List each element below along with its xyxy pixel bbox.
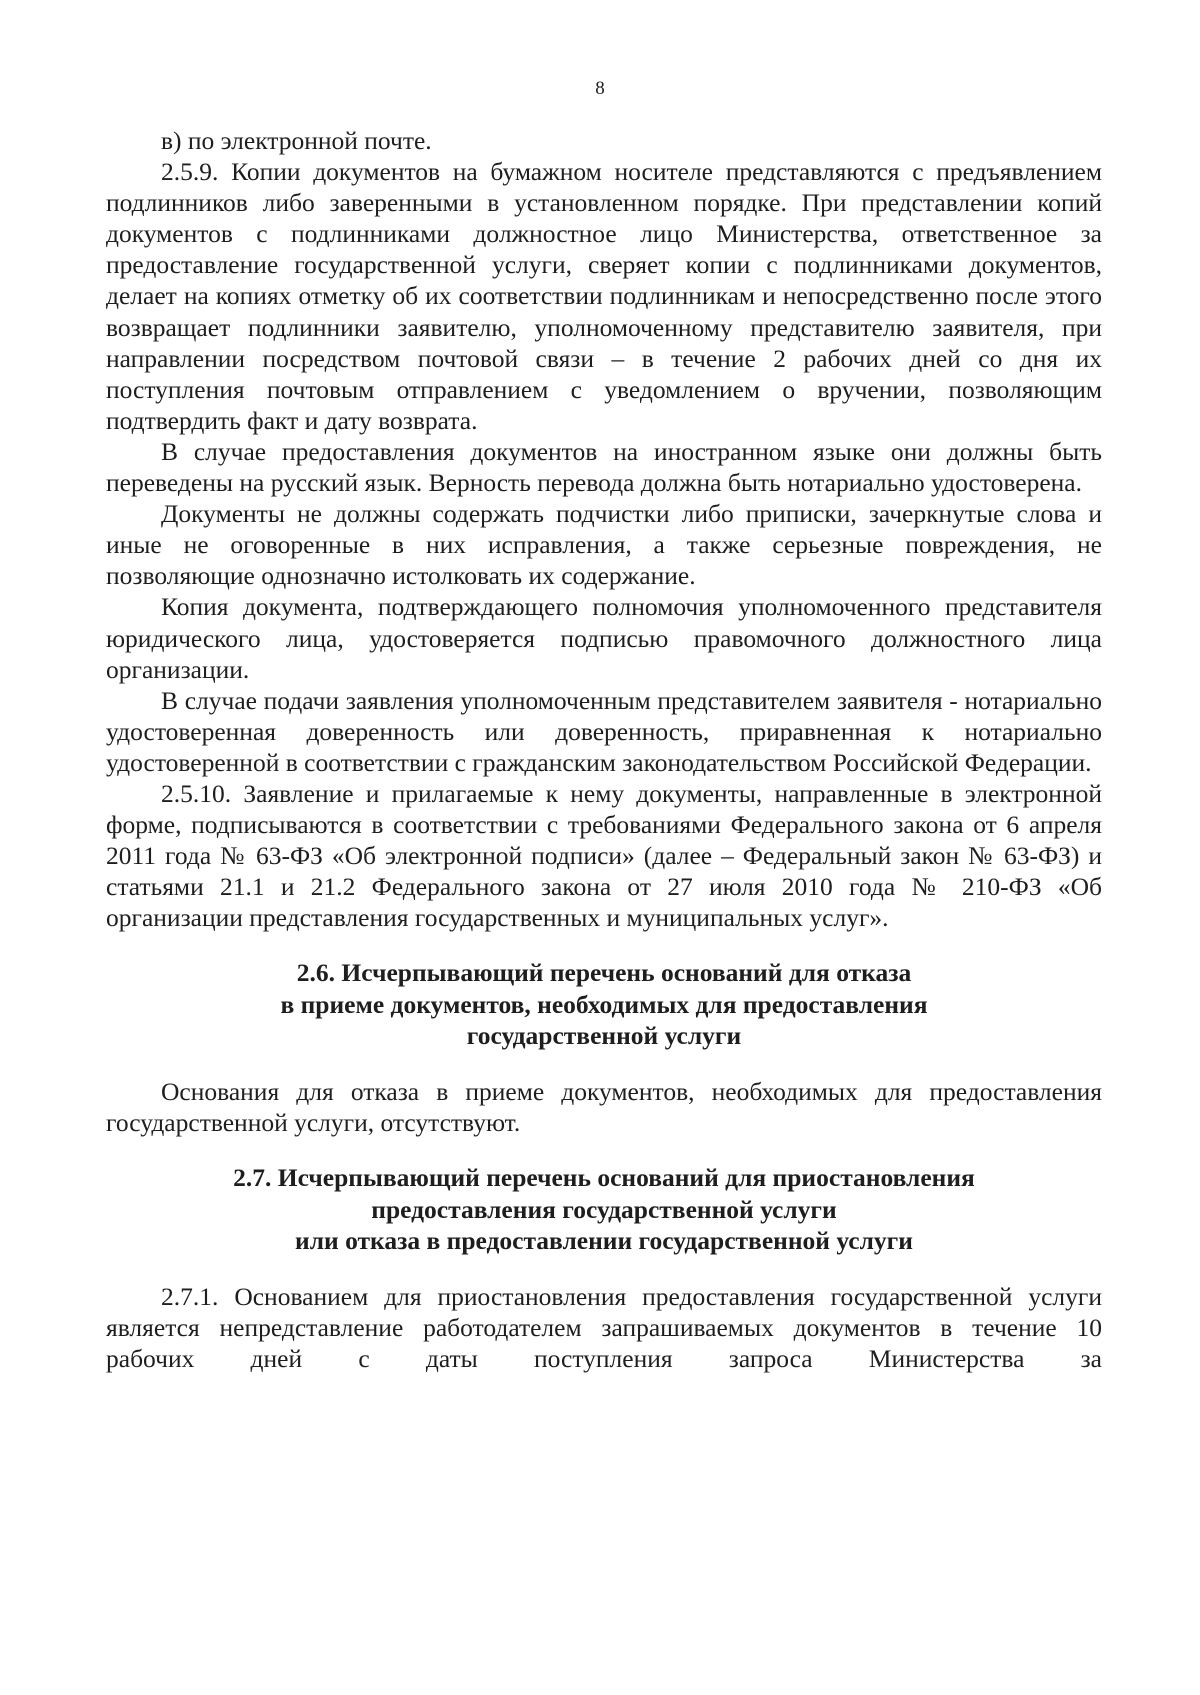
paragraph-item-v: в) по электронной почте. [161, 126, 432, 155]
heading-line: 2.7. Исчерпывающий перечень оснований для приостановления [233, 1163, 975, 1193]
section-heading-2-6 [106, 957, 1102, 1052]
heading-line: предоставления государственной услуги [371, 1194, 837, 1224]
paragraph-copy-of-authority: Копия документа, подтверждающего полномочия уполномоченного представителя юридического лица, удостоверяется подписью правомочного должностного лица организации. [106, 592, 1102, 684]
section-heading-2-7 [106, 1162, 1102, 1257]
page-number: 8 [595, 78, 605, 99]
heading-line: 2.6. Исчерпывающий перечень оснований для отказа [296, 958, 912, 988]
paragraph-document-requirements: Документы не должны содержать подчистки либо приписки, зачеркнутые слова и иные не оговоренные в них исправления, а также серьезные повреждения, не позволяющие однозначно истолковать их содержание. [106, 499, 1102, 591]
paragraph-power-of-attorney: В случае подачи заявления уполномоченным представителем заявителя - нотариально удостоверенная доверенность или доверенность, приравненная к нотариально удостоверенной в соответствии с гражданским законодательством Российской Федерации. [106, 685, 1102, 777]
heading-line: или отказа в предоставлении государственной услуги [295, 1226, 913, 1256]
paragraph-2-5-9: 2.5.9. Копии документов на бумажном носителе представляются с предъявлением подлинников либо заверенными в установленном порядке. При представлении копий документов с подлинниками должностное лицо Министерства, ответственное за предоставление государственной услуги, сверяет копии с подлинниками документов, делает на копиях отметку об их соответствии подлинникам и непосредственно после этого возвращает подлинники заявителю, уполномоченному представителю заявителя, при направлении посредством почтовой связи – в течение 2 рабочих дней со дня их поступления почтовым отправлением с уведомлением о вручении, позволяющим подтвердить факт и дату возврата. [106, 157, 1102, 435]
paragraph-2-7-1: 2.7.1. Основанием для приостановления предоставления государственной услуги является непредставление работодателем запрашиваемых документов в течение 10 рабочих дней с даты поступления запроса Министерства за [106, 1281, 1102, 1373]
heading-line: государственной услуги [466, 1021, 742, 1051]
document-body [106, 125, 1102, 1374]
paragraph-2-6-text: Основания для отказа в приеме документов, необходимых для предоставления государственной услуги, отсутствуют. [106, 1076, 1102, 1138]
heading-line: в приеме документов, необходимых для предоставления [280, 989, 928, 1019]
paragraph-foreign-language: В случае предоставления документов на иностранном языке они должны быть переведены на русский язык. Верность перевода должна быть нотариально удостоверена. [106, 436, 1102, 498]
paragraph-2-5-10: 2.5.10. Заявление и прилагаемые к нему документы, направленные в электронной форме, подписываются в соответствии с требованиями Федерального закона от 6 апреля 2011 года № 63-ФЗ «Об электронной подписи» (далее – Федеральный закон № 63-ФЗ) и статьями 21.1 и 21.2 Федерального закона от 27 июля 2010 года № 210-ФЗ «Об организации представления государственных и муниципальных услуг». [106, 778, 1102, 933]
